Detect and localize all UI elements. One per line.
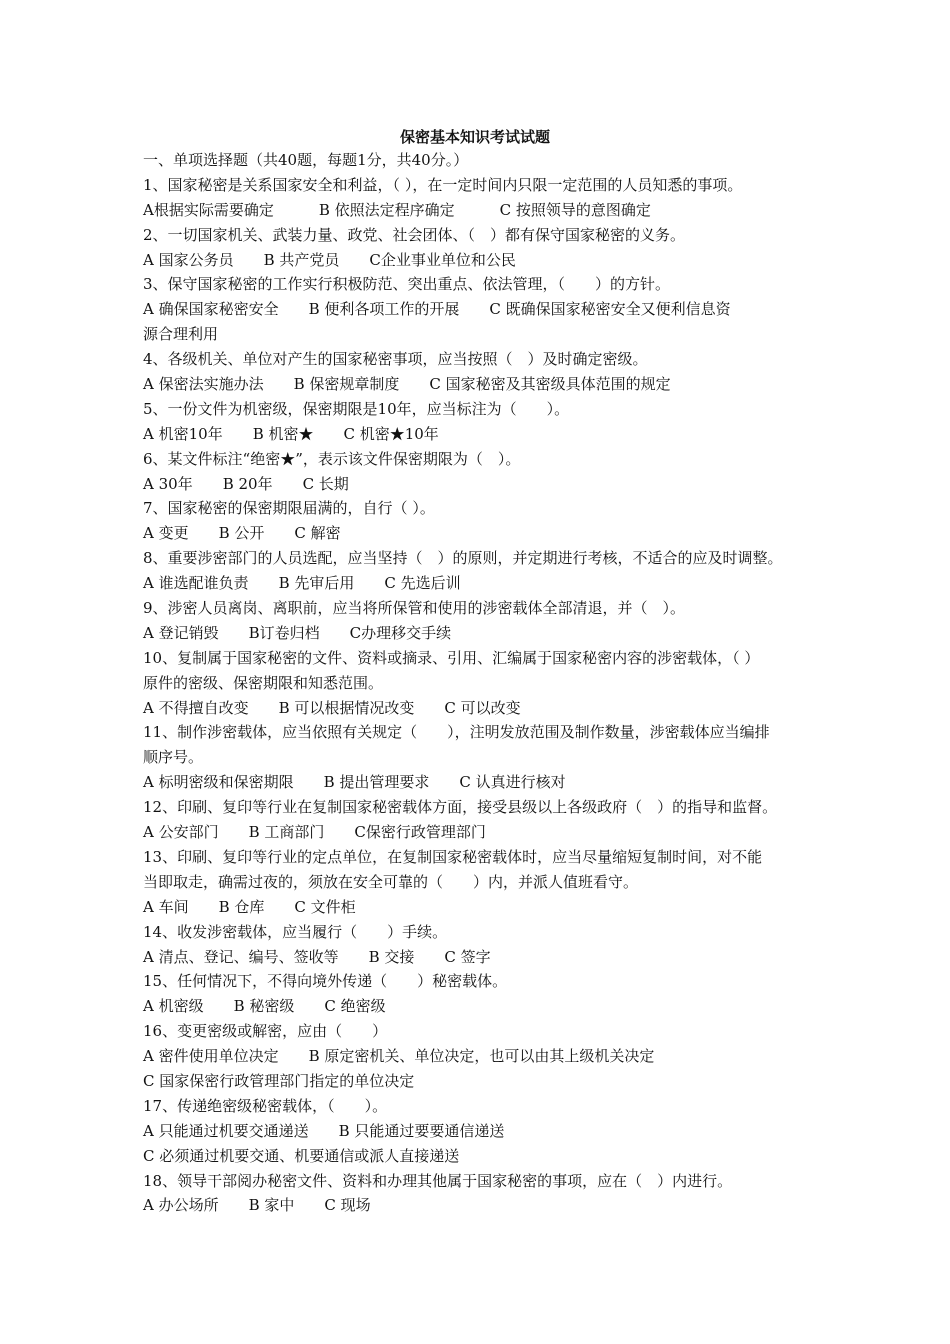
text-line: 5、一份文件为机密级，保密期限是10年，应当标注为（ ）。 bbox=[143, 399, 570, 418]
text-line: 1、国家秘密是关系国家安全和利益，（ ），在一定时间内只限一定范围的人员知悉的事项。 bbox=[143, 175, 743, 194]
text-line: A 变更 B 公开 C 解密 bbox=[143, 524, 341, 543]
text-line: A 机密级 B 秘密级 C 绝密级 bbox=[143, 997, 386, 1016]
text-line: 一、单项选择题（共40题，每题1分，共40分。） bbox=[143, 151, 469, 169]
text-line: 9、涉密人员离岗、离职前，应当将所保管和使用的涉密载体全部清退，并（ ）。 bbox=[143, 599, 686, 618]
text-line: A 不得擅自改变 B 可以根据情况改变 C 可以改变 bbox=[143, 698, 521, 717]
text-line: A 标明密级和保密期限 B 提出管理要求 C 认真进行核对 bbox=[143, 773, 566, 792]
text-line: 15、任何情况下，不得向境外传递（ ）秘密载体。 bbox=[143, 972, 508, 991]
text-line: A 谁选配谁负责 B 先审后用 C 先选后训 bbox=[143, 574, 461, 593]
text-line: 10、复制属于国家秘密的文件、资料或摘录、引用、汇编属于国家秘密内容的涉密载体，（ ） bbox=[143, 648, 760, 667]
text-line: 11、制作涉密载体，应当依照有关规定（ ），注明发放范围及制作数量，涉密载体应当编排 bbox=[143, 723, 770, 742]
text-line: A 清点、登记、编号、签收等 B 交接 C 签字 bbox=[143, 947, 491, 966]
document-body bbox=[143, 148, 833, 1218]
text-line: 7、国家秘密的保密期限届满的，自行（ ）。 bbox=[143, 499, 435, 518]
text-line: 原件的密级、保密期限和知悉范围。 bbox=[143, 673, 384, 692]
text-line: A 只能通过机要交通递送 B 只能通过要要通信递送 bbox=[143, 1121, 505, 1140]
text-line: A 机密10年 B 机密★ C 机密★10年 bbox=[143, 424, 439, 443]
text-line: 6、某文件标注“绝密★”，表示该文件保密期限为（ ）。 bbox=[143, 449, 521, 468]
text-line: 17、传递绝密级秘密载体，（ ）。 bbox=[143, 1096, 388, 1115]
text-line: 源合理利用 bbox=[143, 325, 219, 344]
text-line: 8、重要涉密部门的人员选配，应当坚持（ ）的原则，并定期进行考核，不适合的应及时调整。 bbox=[143, 549, 783, 568]
text-line: 16、变更密级或解密，应由（ ） bbox=[143, 1022, 388, 1041]
text-line: A根据实际需要确定 B 依照法定程序确定 C 按照领导的意图确定 bbox=[143, 200, 651, 219]
text-line: 当即取走，确需过夜的，须放在安全可靠的（ ）内，并派人值班看守。 bbox=[143, 872, 639, 891]
text-line: 18、领导干部阅办秘密文件、资料和办理其他属于国家秘密的事项，应在（ ）内进行。 bbox=[143, 1171, 733, 1190]
text-line: C 必须通过机要交通、机要通信或派人直接递送 bbox=[143, 1146, 460, 1165]
text-line: A 保密法实施办法 B 保密规章制度 C 国家秘密及其密级具体范围的规定 bbox=[143, 375, 671, 394]
text-line: 13、印刷、复印等行业的定点单位，在复制国家秘密载体时，应当尽量缩短复制时间，对不能 bbox=[143, 847, 763, 866]
text-line: A 密件使用单位决定 B 原定密机关、单位决定，也可以由其上级机关决定 bbox=[143, 1047, 655, 1066]
text-line: 12、印刷、复印等行业在复制国家秘密载体方面，接受县级以上各级政府（ ）的指导和监督。 bbox=[143, 798, 778, 817]
document-title: 保密基本知识考试试题 bbox=[399, 128, 550, 146]
text-line: A 国家公务员 B 共产党员 C企业事业单位和公民 bbox=[143, 250, 516, 269]
text-line: A 车间 B 仓库 C 文件柜 bbox=[143, 897, 356, 916]
text-line: A 30年 B 20年 C 长期 bbox=[143, 474, 349, 493]
text-line: A 确保国家秘密安全 B 便利各项工作的开展 C 既确保国家秘密安全又便利信息资 bbox=[143, 300, 731, 319]
text-line: 顺序号。 bbox=[143, 748, 204, 767]
text-line: 3、保守国家秘密的工作实行积极防范、突出重点、依法管理，（ ）的方针。 bbox=[143, 275, 671, 294]
text-line: 2、一切国家机关、武装力量、政党、社会团体、（ ）都有保守国家秘密的义务。 bbox=[143, 225, 686, 244]
text-line: A 公安部门 B 工商部门 C保密行政管理部门 bbox=[143, 823, 486, 842]
text-line: 14、收发涉密载体，应当履行（ ）手续。 bbox=[143, 922, 448, 941]
text-line: C 国家保密行政管理部门指定的单位决定 bbox=[143, 1071, 415, 1090]
text-line: 4、各级机关、单位对产生的国家秘密事项，应当按照（ ）及时确定密级。 bbox=[143, 350, 648, 369]
text-line: A 办公场所 B 家中 C 现场 bbox=[143, 1196, 371, 1215]
text-line: A 登记销毁 B订卷归档 C办理移交手续 bbox=[143, 623, 452, 642]
